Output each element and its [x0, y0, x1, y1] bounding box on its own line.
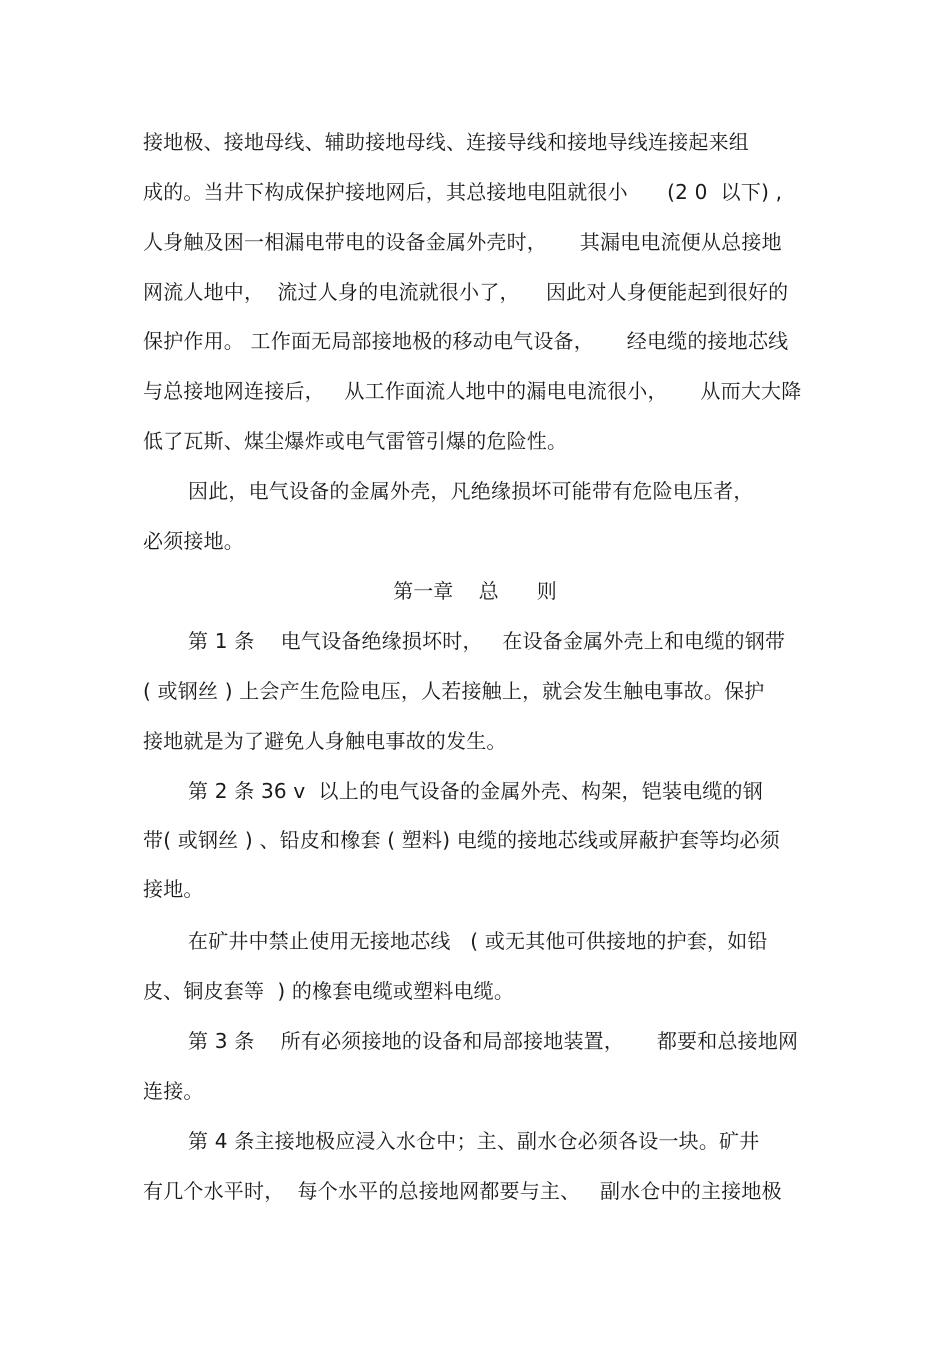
body-text-line: 接地。	[143, 877, 204, 901]
body-text-line: ( 或钢丝 ) 上会产生危险电压，人若接触上，就会发生触电事故。保护	[143, 679, 765, 703]
body-text-line: 与总接地网连接后， 从工作面流人地中的漏电电流很小， 从而大大降	[143, 379, 802, 403]
body-text-line: 带( 或钢丝 ) 、铅皮和橡套 ( 塑料) 电缆的接地芯线或屏蔽护套等均必须	[143, 828, 780, 852]
body-text-line: 有几个水平时， 每个水平的总接地网都要与主、 副水仓中的主接地极	[143, 1179, 782, 1203]
article-3-line: 第 3 条 所有必须接地的设备和局部接地装置， 都要和总接地网	[188, 1029, 799, 1053]
article-1-line: 第 1 条 电气设备绝缘损坏时， 在设备金属外壳上和电缆的钢带	[188, 629, 786, 653]
article-2-line: 第 2 条 36 v 以上的电气设备的金属外壳、构架，铠装电缆的钢	[188, 779, 763, 803]
body-text-line: 成的。当井下构成保护接地网后，其总接地电阻就很小 (2 0 以下) ,	[143, 180, 783, 204]
body-text-line: 保护作用。 工作面无局部接地极的移动电气设备， 经电缆的接地芯线	[143, 329, 789, 353]
body-text-line: 在矿井中禁止使用无接地芯线 ( 或无其他可供接地的护套，如铅	[188, 929, 768, 953]
body-text-line: 接地极、接地母线、辅助接地母线、连接导线和接地导线连接起来组	[143, 130, 749, 154]
body-text-line: 必须接地。	[143, 529, 244, 553]
article-4-line: 第 4 条主接地极应浸入水仓中；主、副水仓必须各设一块。矿井	[188, 1129, 760, 1153]
body-text-line: 网流人地中， 流过人身的电流就很小了， 因此对人身便能起到很好的	[143, 280, 789, 304]
chapter-heading: 第一章 总 则	[393, 579, 557, 603]
body-text-line: 低了瓦斯、煤尘爆炸或电气雷管引爆的危险性。	[143, 429, 568, 453]
body-text-line: 因此，电气设备的金属外壳，凡绝缘损坏可能带有危险电压者，	[188, 479, 754, 503]
body-text-line: 接地就是为了避免人身触电事故的发生。	[143, 729, 507, 753]
body-text-line: 人身触及困一相漏电带电的设备金属外壳时， 其漏电电流便从总接地	[143, 230, 782, 254]
body-text-line: 皮、铜皮套等 ) 的橡套电缆或塑料电缆。	[143, 979, 515, 1003]
body-text-line: 连接。	[143, 1079, 204, 1103]
